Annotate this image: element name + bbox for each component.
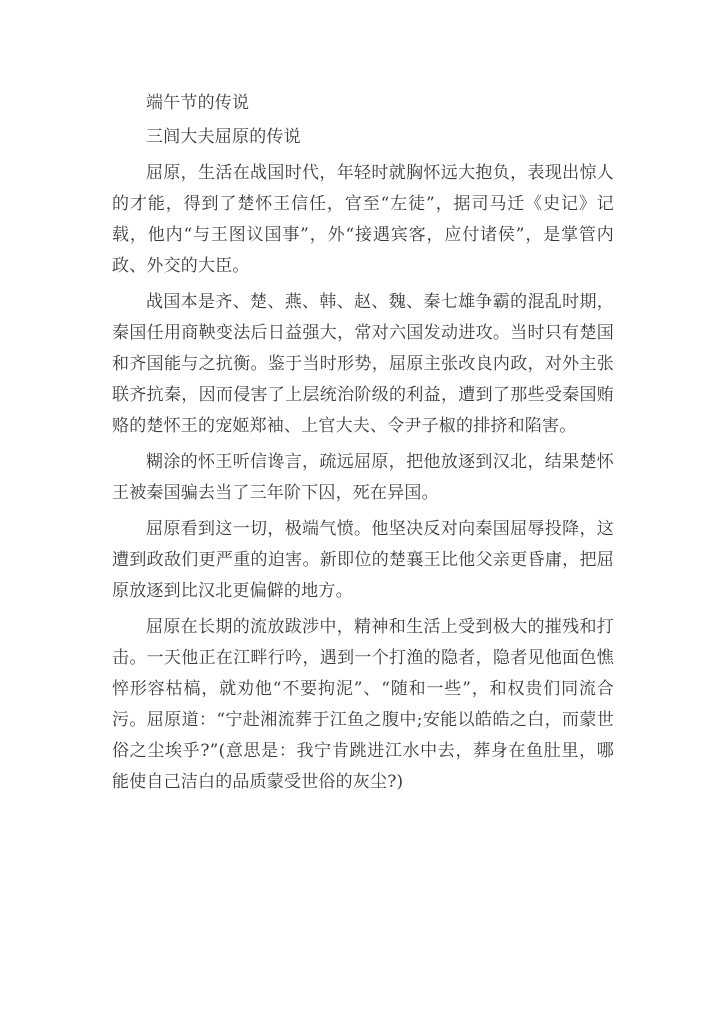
- paragraph-4: 屈原看到这一切，极端气愤。他坚决反对向秦国屈辱投降，这遭到政敌们更严重的迫害。新即位的楚襄王比他父亲更昏庸，把屈原放逐到比汉北更偏僻的地方。: [112, 519, 614, 601]
- paragraph-3: 糊涂的怀王听信谗言，疏远屈原，把他放逐到汉北，结果楚怀王被秦国骗去当了三年阶下囚，死在异国。: [112, 452, 614, 503]
- paragraph-1: 屈原，生活在战国时代，年轻时就胸怀远大抱负，表现出惊人的才能，得到了楚怀王信任，官至“左徒”，据司马迁《史记》记载，他内“与王图议国事”，外“接遇宾客，应付诸侯”，是掌管内政、外交的大臣。: [112, 163, 614, 276]
- paragraph-2: 战国本是齐、楚、燕、韩、赵、魏、秦七雄争霸的混乱时期，秦国任用商鞅变法后日益强大，常对六国发动进攻。当时只有楚国和齐国能与之抗衡。鉴于当时形势，屈原主张改良内政，对外主张联齐抗秦，因而侵害了上层统治阶级的利益，遭到了那些受秦国贿赂的楚怀王的宠姬郑袖、上官大夫、令尹子椒的排挤和陷害。: [112, 292, 614, 436]
- document-body: [112, 88, 614, 798]
- document-subtitle: 三闾大夫屈原的传说: [146, 127, 301, 147]
- paragraph-5: 屈原在长期的流放跋涉中，精神和生活上受到极大的摧残和打击。一天他正在江畔行吟，遇到一个打渔的隐者，隐者见他面色憔悴形容枯槁，就劝他“不要拘泥”、“随和一些”，和权贵们同流合污。屈原道：“宁赴湘流葬于江鱼之腹中;安能以皓皓之白，而蒙世俗之尘埃乎?”(意思是：我宁肯跳进江水中去，葬身在鱼肚里，哪能使自己洁白的品质蒙受世俗的灰尘?): [112, 617, 614, 792]
- document-title: 端午节的传说: [146, 93, 250, 113]
